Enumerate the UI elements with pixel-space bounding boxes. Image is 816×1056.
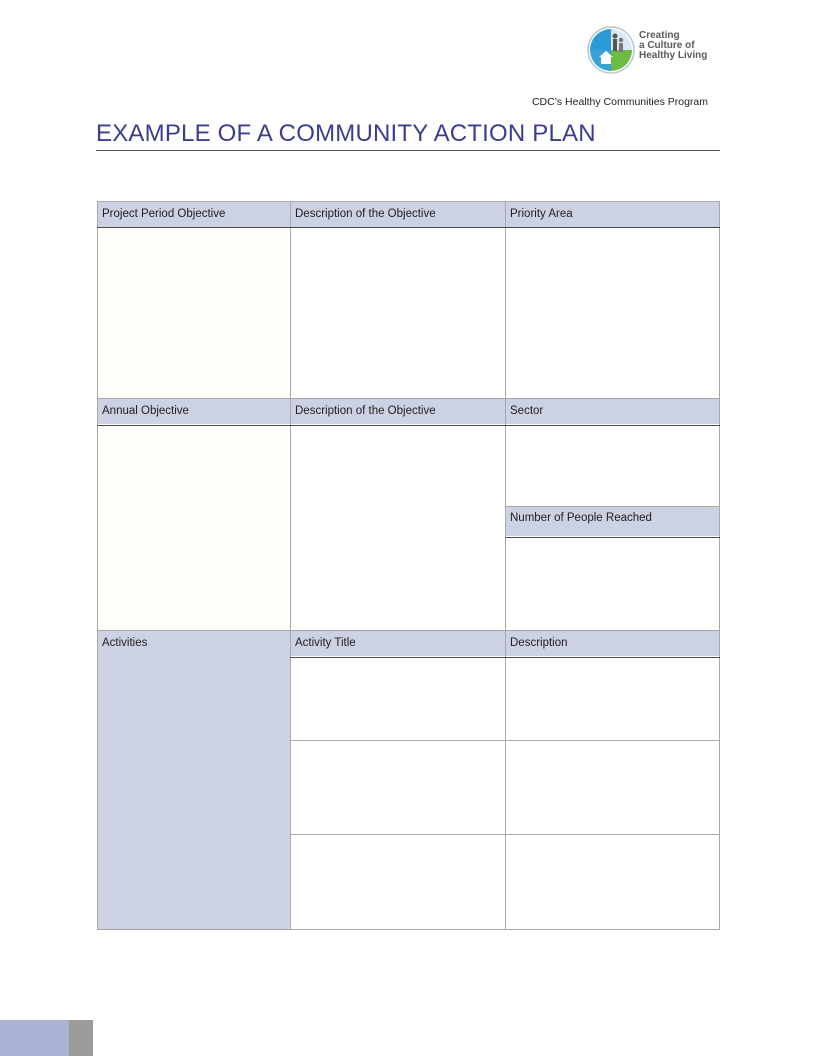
sector-field[interactable] bbox=[506, 426, 720, 506]
activity-description-field-2[interactable] bbox=[506, 741, 720, 834]
priority-area-field[interactable] bbox=[506, 228, 720, 398]
activity-title-field-2[interactable] bbox=[291, 741, 505, 834]
annual-objective-field[interactable] bbox=[97, 426, 290, 630]
title-underline bbox=[96, 150, 720, 151]
logo-wordmark bbox=[639, 31, 707, 61]
table-border-left bbox=[97, 201, 98, 930]
header-sector: Sector bbox=[505, 398, 720, 424]
table-border-bottom bbox=[97, 929, 720, 930]
header-activity-title: Activity Title bbox=[290, 630, 505, 656]
table-divider bbox=[97, 398, 720, 399]
healthy-living-logo bbox=[587, 25, 719, 75]
table-divider bbox=[505, 201, 506, 930]
header-number-of-people-reached: Number of People Reached bbox=[505, 506, 720, 536]
header-priority-area: Priority Area bbox=[505, 201, 720, 227]
table-border-top bbox=[97, 201, 720, 202]
annual-objective-description-field[interactable] bbox=[291, 426, 505, 630]
table-divider bbox=[505, 537, 720, 538]
header-description-of-objective: Description of the Objective bbox=[290, 201, 505, 227]
table-divider bbox=[97, 630, 720, 631]
table-divider bbox=[290, 834, 720, 835]
table-divider bbox=[97, 425, 720, 426]
header-activities: Activities bbox=[97, 630, 290, 929]
table-border-right bbox=[719, 201, 720, 930]
logo-line: Creating bbox=[639, 30, 680, 41]
logo-line: a Culture of bbox=[639, 40, 695, 51]
header-annual-description: Description of the Objective bbox=[290, 398, 505, 424]
logo-line: Healthy Living bbox=[639, 50, 708, 61]
footer-blue-block bbox=[0, 1020, 69, 1056]
program-name: CDC’s Healthy Communities Program bbox=[531, 96, 708, 108]
project-period-objective-field[interactable] bbox=[97, 228, 290, 398]
activity-description-field-3[interactable] bbox=[506, 835, 720, 929]
activity-title-field-1[interactable] bbox=[291, 658, 505, 740]
people-reached-field[interactable] bbox=[506, 538, 720, 630]
table-divider bbox=[290, 201, 291, 930]
table-divider bbox=[505, 506, 720, 507]
header-project-period-objective: Project Period Objective bbox=[97, 201, 290, 227]
footer-gray-block bbox=[69, 1020, 93, 1056]
table-divider bbox=[290, 657, 720, 658]
page-title: EXAMPLE OF A COMMUNITY ACTION PLAN bbox=[96, 120, 596, 147]
header-annual-objective: Annual Objective bbox=[97, 398, 290, 424]
project-objective-description-field[interactable] bbox=[291, 228, 505, 398]
header-activity-description: Description bbox=[505, 630, 720, 656]
activity-title-field-3[interactable] bbox=[291, 835, 505, 929]
activity-description-field-1[interactable] bbox=[506, 658, 720, 740]
table-divider bbox=[290, 740, 720, 741]
globe-people-icon bbox=[587, 25, 637, 75]
table-divider bbox=[97, 227, 720, 228]
